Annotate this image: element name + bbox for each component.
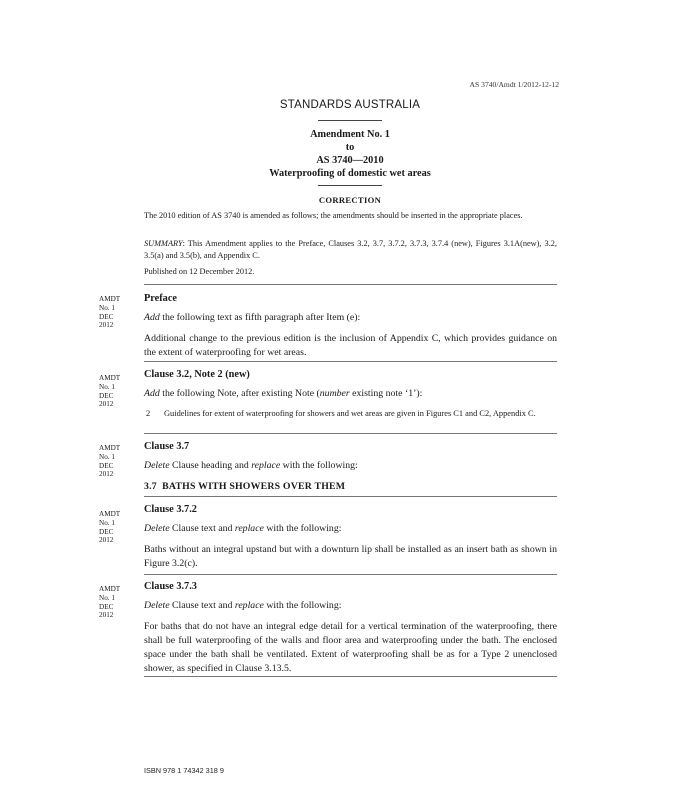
summary-label: SUMMARY bbox=[144, 239, 183, 248]
note-text: Guidelines for extent of waterproofing for showers and wet areas are given in Figures C1 and C2, Appendix C. bbox=[164, 409, 536, 418]
section-instruction: Delete Clause text and replace with the following: bbox=[144, 600, 342, 611]
amdt-margin-tag: AMDT No. 1 DEC 2012 bbox=[99, 374, 121, 409]
summary-text: : This Amendment applies to the Preface, Clauses 3.2, 3.7, 3.7.2, 3.7.3, 3.7.4 (new), Figures 3.1A(new), 3.2, 3.5(a) and 3.5(b), and Appendix C. bbox=[144, 239, 557, 261]
amdt-margin-tag: AMDT No. 1 DEC 2012 bbox=[99, 510, 121, 545]
section-body: Additional change to the previous edition is the inclusion of Appendix C, which provides guidance on the extent of waterproofing for wet areas. bbox=[144, 333, 557, 358]
amendment-title bbox=[0, 128, 700, 180]
section-divider bbox=[144, 284, 557, 285]
section-divider bbox=[144, 574, 557, 575]
section-heading: Clause 3.7 bbox=[144, 441, 190, 452]
section-heading: Preface bbox=[144, 293, 177, 304]
summary-paragraph bbox=[144, 238, 557, 262]
section-instruction: Delete Clause heading and replace with the following: bbox=[144, 460, 358, 471]
publisher-name: STANDARDS AUSTRALIA bbox=[279, 99, 421, 111]
section-clause-3-7 bbox=[144, 440, 557, 494]
section-divider bbox=[144, 676, 557, 677]
section-clause-3-7-2 bbox=[144, 503, 557, 578]
section-divider bbox=[144, 433, 557, 434]
section-heading: Clause 3.7.3 bbox=[144, 581, 197, 592]
amdt-margin-tag: AMDT No. 1 DEC 2012 bbox=[99, 585, 121, 620]
title-divider-bottom bbox=[318, 185, 382, 186]
section-body: Baths without an integral upstand but with a downturn lip shall be installed as an insert bath as shown in Figure 3.2(c). bbox=[144, 544, 557, 569]
section-preface bbox=[144, 292, 557, 367]
section-instruction: Add the following text as fifth paragraph after Item (e): bbox=[144, 312, 361, 323]
amdt-margin-tag: AMDT No. 1 DEC 2012 bbox=[99, 444, 121, 479]
section-divider bbox=[144, 361, 557, 362]
isbn-footer: ISBN 978 1 74342 318 9 bbox=[144, 766, 224, 775]
section-body: For baths that do not have an integral edge detail for a vertical termination of the waterproofing, there shall be full waterproofing of the walls and floor area and waterproofing under the bath. The enclosed space under the bath shall be ventilated. Extent of waterproofing shall be as for a Type 2 unenclosed shower, as specified in Clause 3.13.5. bbox=[144, 621, 557, 674]
title-line-to: to bbox=[345, 142, 355, 153]
section-heading: Clause 3.2, Note 2 (new) bbox=[144, 369, 250, 380]
note-item bbox=[144, 408, 557, 420]
correction-heading: CORRECTION bbox=[318, 195, 382, 205]
published-date: Published on 12 December 2012. bbox=[144, 267, 255, 276]
replacement-heading: 3.7 BATHS WITH SHOWERS OVER THEM bbox=[144, 481, 346, 492]
section-clause-3-2 bbox=[144, 368, 557, 420]
section-instruction: Add the following Note, after existing Note (number existing note ‘1’): bbox=[144, 388, 423, 399]
title-line-amendment: Amendment No. 1 bbox=[310, 129, 390, 140]
section-heading: Clause 3.7.2 bbox=[144, 504, 197, 515]
note-number: 2 bbox=[146, 409, 151, 418]
section-instruction: Delete Clause text and replace with the following: bbox=[144, 523, 342, 534]
amdt-margin-tag: AMDT No. 1 DEC 2012 bbox=[99, 295, 121, 330]
section-divider bbox=[144, 496, 557, 497]
section-clause-3-7-3 bbox=[144, 580, 557, 683]
title-line-standard: AS 3740—2010 bbox=[316, 155, 384, 166]
intro-paragraph: The 2010 edition of AS 3740 is amended as follows; the amendments should be inserted in the appropriate places. bbox=[144, 211, 523, 220]
title-line-subject: Waterproofing of domestic wet areas bbox=[269, 168, 431, 179]
document-reference: AS 3740/Amdt 1/2012-12-12 bbox=[469, 80, 559, 89]
title-divider-top bbox=[318, 120, 382, 121]
